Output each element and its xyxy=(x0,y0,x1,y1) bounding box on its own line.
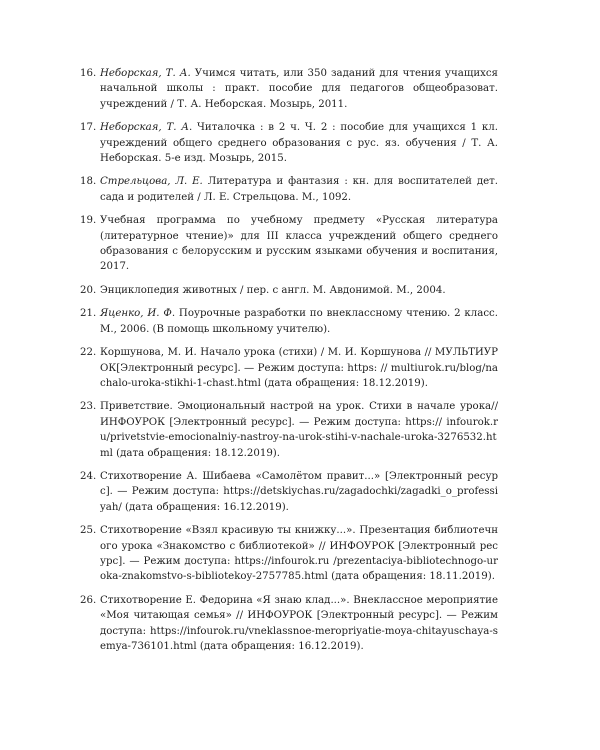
reference-list xyxy=(80,66,498,662)
reference-item xyxy=(80,213,498,275)
reference-item xyxy=(80,469,498,515)
reference-text: Стихотворение «Взял красивую ты книжку...». Презентация библиотечного урока «Знакомство с библиотекой» // ИНФОУРОК [Электронный ресурс]. — Режим доступа: https://infourok.ru /prezentaciya-bibliotechnogo-uroka-znakomstvo-s-bibliotekoy-2757785.html (дата обращения: 18.11.2019). xyxy=(100,525,498,583)
reference-item xyxy=(80,66,498,112)
reference-number: 17. xyxy=(80,122,97,134)
reference-number: 16. xyxy=(80,68,97,79)
reference-text: Поурочные разработки по внеклассному чтению. 2 класс. М., 2006. (В помощь школьному учителю). xyxy=(100,308,498,335)
reference-item xyxy=(80,283,498,298)
reference-number: 22. xyxy=(80,347,97,359)
reference-number: 23. xyxy=(80,401,97,413)
reference-text: Учебная программа по учебному предмету «Русская литература (литературное чтение)» для III класса учреждений общего среднего образования с белорусским и русским языками обучения и воспитания, 2017. xyxy=(100,215,498,273)
reference-author: Неборская, Т. А. xyxy=(100,68,191,79)
reference-text: Литература и фантазия : кн. для воспитателей дет. сада и родителей / Л. Е. Стрельцова. М., 1092. xyxy=(100,176,498,203)
reference-text: Приветствие. Эмоциональный настрой на урок. Стихи в начале урока// ИНФОУРОК [Электронный ресурс]. — Режим доступа: https:// infourok.ru/privetstvie-emocionalniy-nastroy-na-urok-stihi-v-nachale-uroka-3276532.html (дата обращения: 18.12.2019). xyxy=(100,401,498,459)
reference-item xyxy=(80,399,498,461)
reference-number: 20. xyxy=(80,284,97,296)
reference-author: Стрельцова, Л. Е. xyxy=(100,176,203,188)
reference-item xyxy=(80,523,498,585)
reference-text: Энциклопедия животных / пер. с англ. М. Авдонимой. М., 2004. xyxy=(100,284,446,296)
reference-text: Читалочка : в 2 ч. Ч. 2 : пособие для учащихся 1 кл. учреждений общего среднего образования с рус. яз. обучения / Т. А. Неборская. 5-е изд. Мозырь, 2015. xyxy=(100,122,498,165)
reference-item xyxy=(80,345,498,391)
reference-item xyxy=(80,120,498,166)
reference-text: Стихотворение Е. Федорина «Я знаю клад...». Внеклассное мероприятие «Моя читающая семья» // ИНФОУРОК [Электронный ресурс]. — Режим доступа: https://infourok.ru/vneklassnoe-meropriyatie-moya-chitayuschaya-semya-736101.html (дата обращения: 16.12.2019). xyxy=(100,594,498,652)
reference-number: 19. xyxy=(80,215,97,227)
reference-number: 24. xyxy=(80,470,97,482)
reference-number: 26. xyxy=(80,594,97,606)
reference-text: Учимся читать, или 350 заданий для чтения учащихся начальной школы : практ. пособие для педагогов общеобразоват. учреждений / Т. А. Неборская. Мозырь, 2011. xyxy=(100,68,498,110)
reference-author: Яценко, И. Ф. xyxy=(100,308,176,320)
reference-number: 25. xyxy=(80,525,97,537)
reference-number: 18. xyxy=(80,176,97,188)
reference-text: Стихотворение А. Шибаева «Самолётом правит...» [Электронный ресурс]. — Режим доступа: https://detskiychas.ru/zagadochki/zagadki_o_professiyah/ (дата обращения: 16.12.2019). xyxy=(100,470,498,513)
reference-number: 21. xyxy=(80,308,97,320)
reference-item xyxy=(80,593,498,655)
reference-author: Неборская, Т. А. xyxy=(100,122,193,134)
reference-item xyxy=(80,174,498,205)
reference-item xyxy=(80,306,498,337)
reference-text: Коршунова, М. И. Начало урока (стихи) / М. И. Коршунова // МУЛЬТИУРОК[Электронный ресурс]. — Режим доступа: https: // multiurok.ru/blog/nachalo-uroka-stikhi-1-chast.html (дата обращения: 18.12.2019). xyxy=(100,347,498,389)
